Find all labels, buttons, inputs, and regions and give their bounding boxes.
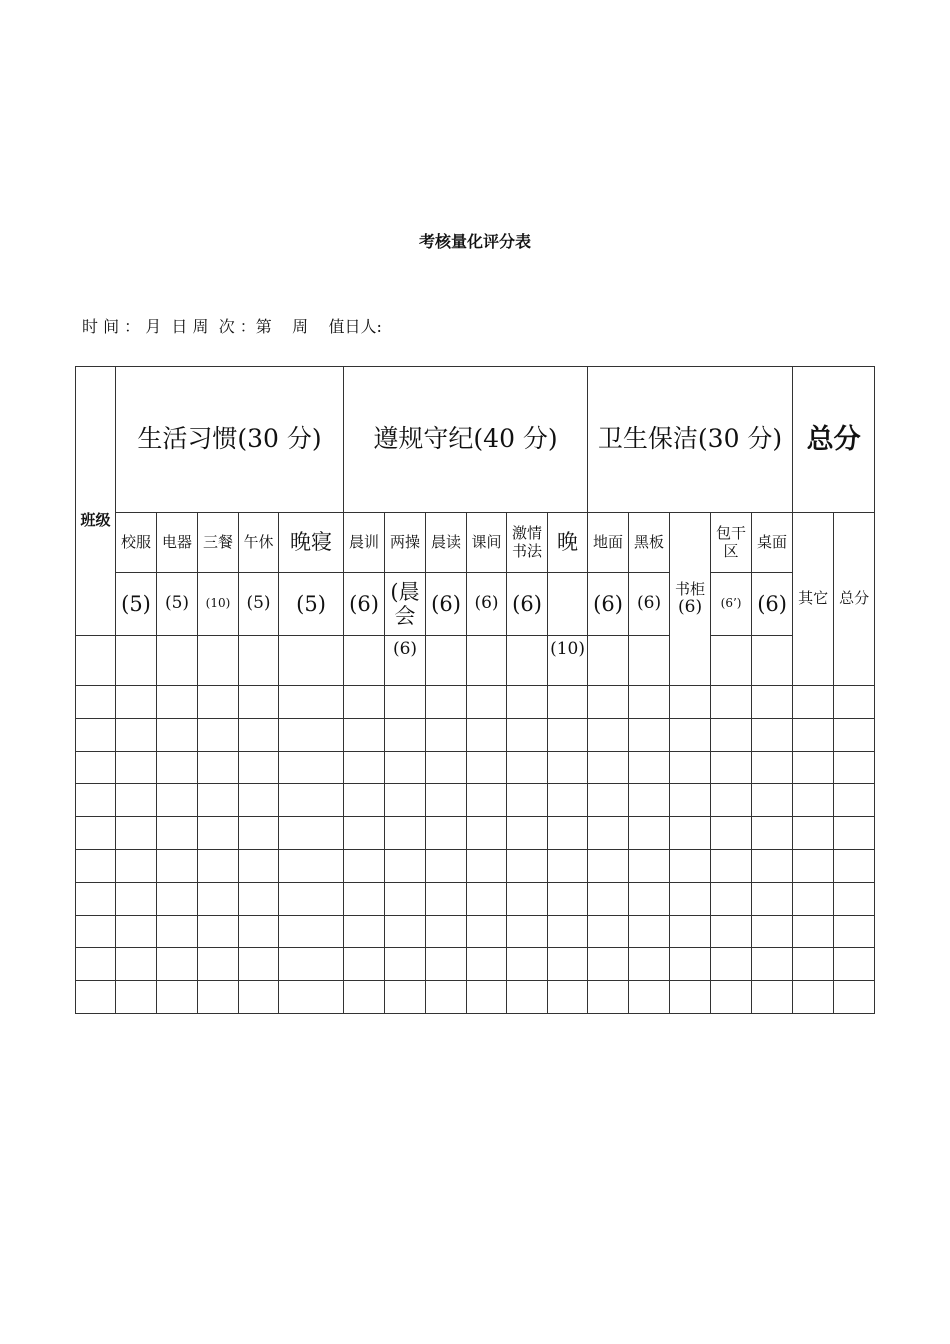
table-cell <box>670 882 711 915</box>
table-cell <box>426 784 467 817</box>
table-cell <box>629 751 670 784</box>
table-cell <box>116 948 157 981</box>
table-cell <box>116 718 157 751</box>
table-cell <box>279 849 344 882</box>
table-cell <box>711 915 752 948</box>
table-cell <box>239 948 279 981</box>
table-cell <box>834 882 875 915</box>
table-cell <box>467 784 507 817</box>
table-cell <box>467 817 507 850</box>
table-cell <box>279 948 344 981</box>
table-cell <box>834 751 875 784</box>
table-cell <box>588 686 629 719</box>
item-two-exercises: 两操 <box>385 513 426 573</box>
table-cell <box>507 981 548 1014</box>
table-cell <box>76 849 116 882</box>
table-cell <box>711 948 752 981</box>
table-cell <box>467 882 507 915</box>
table-cell <box>793 882 834 915</box>
table-cell <box>344 849 385 882</box>
table-cell <box>711 849 752 882</box>
table-cell <box>157 718 198 751</box>
table-cell <box>76 882 116 915</box>
table-cell <box>426 948 467 981</box>
table-row <box>76 817 875 850</box>
table-cell <box>548 849 588 882</box>
table-cell <box>76 915 116 948</box>
points-evening: (10) <box>548 636 588 686</box>
table-cell <box>157 948 198 981</box>
table-cell <box>588 849 629 882</box>
table-cell <box>198 817 239 850</box>
table-cell <box>279 915 344 948</box>
table-cell <box>793 784 834 817</box>
table-cell <box>344 915 385 948</box>
item-bookcase-label: 书柜 <box>675 579 706 598</box>
table-cell <box>344 948 385 981</box>
table-cell <box>344 784 385 817</box>
table-cell <box>752 882 793 915</box>
table-cell <box>588 751 629 784</box>
table-cell <box>752 784 793 817</box>
cell-blank <box>752 636 793 686</box>
table-cell <box>711 718 752 751</box>
table-cell <box>344 882 385 915</box>
table-cell <box>670 817 711 850</box>
table-cell <box>198 718 239 751</box>
points-area: (6’) <box>711 573 752 636</box>
points-bookcase: (6) <box>678 596 703 617</box>
table-cell <box>279 817 344 850</box>
table-cell <box>548 981 588 1014</box>
table-cell <box>588 784 629 817</box>
table-cell <box>629 882 670 915</box>
table-cell <box>76 817 116 850</box>
table-cell <box>116 784 157 817</box>
cell-blank <box>279 636 344 686</box>
item-uniform: 校服 <box>116 513 157 573</box>
group-total: 总分 <box>793 367 875 513</box>
table-cell <box>670 751 711 784</box>
table-cell <box>752 817 793 850</box>
table-cell <box>629 981 670 1014</box>
table-cell <box>344 718 385 751</box>
table-cell <box>198 981 239 1014</box>
table-cell <box>548 882 588 915</box>
table-row <box>76 686 875 719</box>
cell-blank <box>239 636 279 686</box>
table-cell <box>467 686 507 719</box>
table-cell <box>467 751 507 784</box>
table-cell <box>670 784 711 817</box>
table-cell <box>793 849 834 882</box>
table-cell <box>670 948 711 981</box>
item-blackboard: 黑板 <box>629 513 670 573</box>
table-cell <box>834 686 875 719</box>
item-other: 其它 <box>793 513 834 686</box>
table-cell <box>239 981 279 1014</box>
table-cell <box>239 784 279 817</box>
cell-blank <box>116 636 157 686</box>
table-cell <box>344 817 385 850</box>
table-cell <box>711 882 752 915</box>
table-cell <box>157 981 198 1014</box>
table-cell <box>507 882 548 915</box>
points-calligraphy: (6) <box>507 573 548 636</box>
table-cell <box>793 915 834 948</box>
table-cell <box>385 849 426 882</box>
table-cell <box>834 981 875 1014</box>
table-row <box>76 981 875 1014</box>
table-cell <box>426 686 467 719</box>
cell-blank <box>711 636 752 686</box>
table-cell <box>467 948 507 981</box>
table-cell <box>793 718 834 751</box>
table-cell <box>670 915 711 948</box>
table-cell <box>344 751 385 784</box>
table-cell <box>793 751 834 784</box>
item-calligraphy: 激情书法 <box>507 513 548 573</box>
group-discipline: 遵规守纪(40 分) <box>344 367 588 513</box>
table-cell <box>629 686 670 719</box>
table-cell <box>752 948 793 981</box>
table-cell <box>670 686 711 719</box>
table-cell <box>752 718 793 751</box>
table-cell <box>548 948 588 981</box>
table-cell <box>507 817 548 850</box>
points-meals: (10) <box>198 573 239 636</box>
table-cell <box>279 751 344 784</box>
table-cell <box>344 981 385 1014</box>
table-cell <box>198 686 239 719</box>
cell-blank <box>548 573 588 636</box>
table-cell <box>834 849 875 882</box>
table-cell <box>752 981 793 1014</box>
cell-blank <box>157 636 198 686</box>
table-cell <box>157 882 198 915</box>
table-cell <box>116 817 157 850</box>
cell-blank <box>629 636 670 686</box>
table-cell <box>548 915 588 948</box>
table-row <box>76 915 875 948</box>
cell-blank <box>507 636 548 686</box>
table-row <box>76 718 875 751</box>
table-cell <box>793 981 834 1014</box>
table-cell <box>76 686 116 719</box>
table-cell <box>385 948 426 981</box>
points-break: (6) <box>467 573 507 636</box>
table-row <box>76 948 875 981</box>
table-cell <box>834 948 875 981</box>
item-appliance: 电器 <box>157 513 198 573</box>
table-cell <box>116 981 157 1014</box>
cell-blank <box>467 636 507 686</box>
table-row <box>76 882 875 915</box>
table-cell <box>198 751 239 784</box>
table-cell <box>711 751 752 784</box>
cell-blank <box>76 636 116 686</box>
table-cell <box>507 718 548 751</box>
table-cell <box>588 948 629 981</box>
table-cell <box>670 849 711 882</box>
table-cell <box>588 915 629 948</box>
table-cell <box>711 784 752 817</box>
table-cell <box>385 981 426 1014</box>
group-hygiene: 卫生保洁(30 分) <box>588 367 793 513</box>
table-cell <box>629 915 670 948</box>
points-morning-reading: (6) <box>426 573 467 636</box>
page-title: 考核量化评分表 <box>418 232 531 251</box>
table-cell <box>239 817 279 850</box>
table-cell <box>467 849 507 882</box>
table-cell <box>157 817 198 850</box>
table-cell <box>239 686 279 719</box>
item-morning-training: 晨训 <box>344 513 385 573</box>
points-desk: (6) <box>752 573 793 636</box>
table-cell <box>793 817 834 850</box>
item-desk: 桌面 <box>752 513 793 573</box>
table-cell <box>629 849 670 882</box>
score-table <box>75 366 875 1014</box>
item-meals: 三餐 <box>198 513 239 573</box>
table-cell <box>588 817 629 850</box>
cell-blank <box>588 636 629 686</box>
table-cell <box>507 915 548 948</box>
table-cell <box>76 784 116 817</box>
table-cell <box>116 751 157 784</box>
item-morning-reading: 晨读 <box>426 513 467 573</box>
table-cell <box>157 751 198 784</box>
points-morning-training: (6) <box>344 573 385 636</box>
table-cell <box>834 915 875 948</box>
table-cell <box>548 718 588 751</box>
points-blackboard: (6) <box>629 573 670 636</box>
table-cell <box>279 882 344 915</box>
class-header: 班级 <box>76 367 116 636</box>
table-cell <box>467 981 507 1014</box>
points-floor: (6) <box>588 573 629 636</box>
item-break: 课间 <box>467 513 507 573</box>
table-cell <box>116 915 157 948</box>
table-cell <box>157 784 198 817</box>
cell-blank <box>344 636 385 686</box>
table-cell <box>711 817 752 850</box>
table-cell <box>385 751 426 784</box>
header-info-line: 时 间 ： 月 日 周 次 ：第 周 值日人: <box>82 317 382 336</box>
table-cell <box>385 784 426 817</box>
table-cell <box>239 751 279 784</box>
table-cell <box>793 948 834 981</box>
table-cell <box>239 915 279 948</box>
table-cell <box>834 718 875 751</box>
table-row <box>76 751 875 784</box>
table-cell <box>76 948 116 981</box>
table-cell <box>629 817 670 850</box>
points-appliance: (5) <box>157 573 198 636</box>
points-two-exercises: (晨会 <box>385 573 426 636</box>
item-nap: 午休 <box>239 513 279 573</box>
item-bookcase <box>670 513 711 686</box>
item-floor: 地面 <box>588 513 629 573</box>
table-cell <box>507 849 548 882</box>
table-cell <box>670 981 711 1014</box>
table-cell <box>629 718 670 751</box>
table-cell <box>752 751 793 784</box>
table-cell <box>588 882 629 915</box>
table-cell <box>279 981 344 1014</box>
points-two-exercises-extra: (6) <box>385 636 426 686</box>
table-cell <box>711 981 752 1014</box>
table-cell <box>198 882 239 915</box>
table-cell <box>670 718 711 751</box>
cell-blank <box>198 636 239 686</box>
table-cell <box>198 948 239 981</box>
table-cell <box>385 915 426 948</box>
table-cell <box>426 915 467 948</box>
table-cell <box>426 751 467 784</box>
table-cell <box>239 849 279 882</box>
table-cell <box>116 686 157 719</box>
table-cell <box>239 882 279 915</box>
table-cell <box>588 718 629 751</box>
table-cell <box>157 849 198 882</box>
table-cell <box>548 817 588 850</box>
table-cell <box>467 718 507 751</box>
table-cell <box>752 686 793 719</box>
table-cell <box>385 686 426 719</box>
table-cell <box>507 784 548 817</box>
table-cell <box>711 686 752 719</box>
table-row <box>76 849 875 882</box>
table-cell <box>426 817 467 850</box>
item-total: 总分 <box>834 513 875 686</box>
points-night-sleep: (5) <box>279 573 344 636</box>
table-cell <box>752 849 793 882</box>
cell-blank <box>426 636 467 686</box>
table-cell <box>834 817 875 850</box>
table-cell <box>279 686 344 719</box>
table-cell <box>752 915 793 948</box>
table-cell <box>793 686 834 719</box>
item-evening: 晚 <box>548 513 588 573</box>
points-nap: (5) <box>239 573 279 636</box>
table-cell <box>426 981 467 1014</box>
table-cell <box>507 751 548 784</box>
table-cell <box>385 817 426 850</box>
item-area: 包干区 <box>711 513 752 573</box>
table-row <box>76 784 875 817</box>
table-cell <box>629 948 670 981</box>
table-cell <box>198 849 239 882</box>
table-cell <box>548 784 588 817</box>
table-cell <box>198 784 239 817</box>
table-cell <box>426 882 467 915</box>
table-cell <box>507 948 548 981</box>
table-cell <box>629 784 670 817</box>
table-cell <box>198 915 239 948</box>
table-cell <box>834 784 875 817</box>
table-cell <box>76 751 116 784</box>
table-cell <box>467 915 507 948</box>
table-cell <box>426 718 467 751</box>
table-cell <box>385 882 426 915</box>
table-cell <box>588 981 629 1014</box>
table-cell <box>548 686 588 719</box>
table-cell <box>507 686 548 719</box>
table-cell <box>279 718 344 751</box>
table-cell <box>116 849 157 882</box>
table-cell <box>279 784 344 817</box>
table-cell <box>76 718 116 751</box>
item-night-sleep: 晚寝 <box>279 513 344 573</box>
table-cell <box>239 718 279 751</box>
table-cell <box>344 686 385 719</box>
table-cell <box>385 718 426 751</box>
group-habits: 生活习惯(30 分) <box>116 367 344 513</box>
points-uniform: (5) <box>116 573 157 636</box>
table-cell <box>76 981 116 1014</box>
table-cell <box>157 686 198 719</box>
table-cell <box>157 915 198 948</box>
table-cell <box>548 751 588 784</box>
table-cell <box>116 882 157 915</box>
table-cell <box>426 849 467 882</box>
